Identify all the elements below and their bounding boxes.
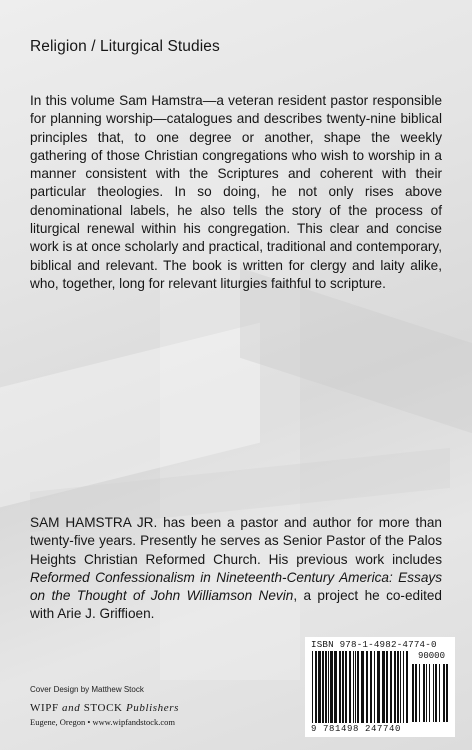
- barcode-icon: [311, 651, 409, 723]
- barcode-bar: [366, 651, 368, 723]
- barcode-bar: [349, 651, 351, 723]
- addon-bar: [426, 664, 427, 722]
- barcode-bar: [312, 651, 313, 723]
- addon-bar: [415, 664, 417, 722]
- barcode-number: 9 781498 247740: [311, 724, 402, 734]
- publisher-name-b: STOCK: [83, 702, 123, 714]
- book-description: In this volume Sam Hamstra—a veteran resident pastor responsible for planning worship—catalogues and describes twenty-nine biblical principles that, to one degree or another, shape the weekly gathering of those Christian congregations who wish to worship in a manner consistent with the Scriptures and coherent with their particular theologies. In so doing, he not only rises above denominational labels, he also tells the story of the process of liturgical renewal within his congregation. This clear and concise work is at once scholarly and practical, traditional and contemporary, biblical and relevant. The book is written for clergy and laity alike, who, together, long for relevant liturgies faithful to scripture.: [30, 93, 442, 291]
- barcode-bar: [377, 651, 380, 723]
- addon-bar: [429, 664, 430, 722]
- barcode-addon: 90000: [417, 651, 445, 661]
- barcode-bar: [357, 651, 359, 723]
- addon-bar: [419, 664, 420, 722]
- barcode-bar: [330, 651, 333, 723]
- barcode-bar: [315, 651, 317, 723]
- addon-bar: [423, 664, 425, 722]
- barcode-bar: [400, 651, 401, 723]
- barcode-bar: [390, 651, 392, 723]
- publisher-location: Eugene, Oregon • www.wipfandstock.com: [30, 717, 175, 727]
- barcode-bar: [334, 651, 337, 723]
- barcode-bar: [328, 651, 329, 723]
- barcode-bar: [361, 651, 364, 723]
- barcode-bar: [403, 651, 404, 723]
- cover-design-credit: Cover Design by Matthew Stock: [30, 685, 144, 694]
- addon-bar: [439, 664, 440, 722]
- author-bio-text: SAM HAMSTRA JR. has been a pastor and author for more than twenty-five years. Presently he serves as Senior Pastor of the Palos Heights Christian Reformed Church. His previous work includes: [30, 515, 442, 567]
- barcode-bar: [394, 651, 396, 723]
- addon-bar: [435, 664, 437, 722]
- barcode-bar: [318, 651, 321, 723]
- barcode-bar: [339, 651, 341, 723]
- isbn-label: ISBN 978-1-4982-4774-0: [311, 639, 437, 650]
- barcode-bar: [355, 651, 356, 723]
- barcode-bar: [345, 651, 347, 723]
- barcode-bar: [370, 651, 372, 723]
- addon-bar: [446, 664, 448, 722]
- barcode-bar: [342, 651, 344, 723]
- barcode-bar: [322, 651, 324, 723]
- publisher-name-and: and: [62, 702, 81, 714]
- author-bio: [30, 514, 442, 624]
- publisher-name-a: WIPF: [30, 702, 59, 714]
- addon-bar: [433, 664, 434, 722]
- addon-bar: [443, 664, 445, 722]
- barcode-panel: [305, 637, 455, 737]
- author-bio-text-end: , a project he co-edited with Arie J. Griffioen.: [30, 588, 442, 622]
- barcode-bar: [397, 651, 399, 723]
- barcode-bar: [382, 651, 385, 723]
- publisher-name-c: Publishers: [125, 702, 180, 714]
- previous-work-title: Reformed Confessionalism in Nineteenth-Century America: Essays on the Thought of John Williamson Nevin: [30, 569, 442, 604]
- category-label: Religion / Liturgical Studies: [30, 38, 220, 55]
- publisher-name: [30, 702, 179, 714]
- barcode-bar: [406, 651, 408, 723]
- barcode-bar: [353, 651, 354, 723]
- barcode-bar: [386, 651, 388, 723]
- barcode-bar: [325, 651, 327, 723]
- addon-bar: [412, 664, 414, 722]
- addon-barcode-icon: [411, 664, 449, 722]
- barcode-bar: [374, 651, 375, 723]
